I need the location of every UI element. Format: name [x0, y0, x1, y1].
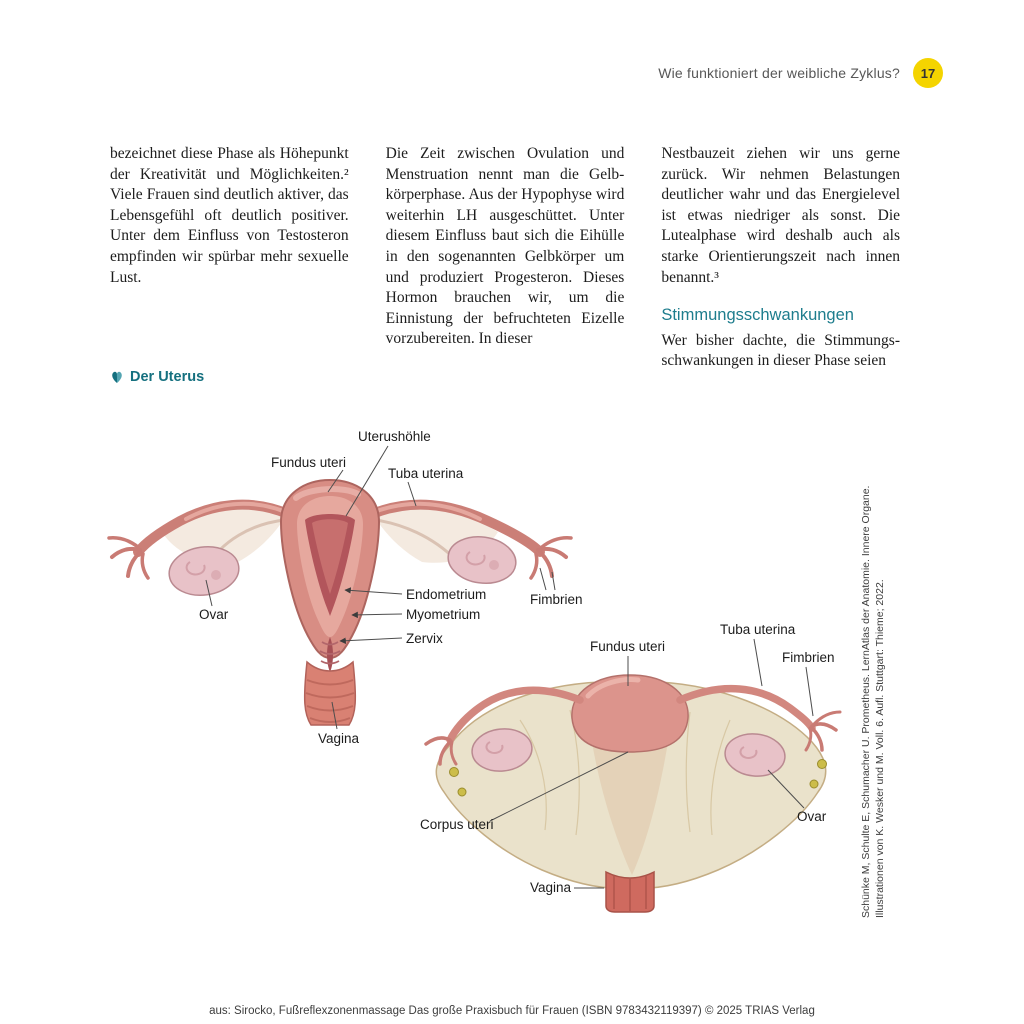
label-tuba-uterina-back: Tuba uterina: [720, 622, 796, 637]
vagina-frontal: [305, 662, 356, 725]
page-footer: aus: Sirocko, Fußreflexzonenmassage Das große Praxisbuch für Frauen (ISBN 9783432119397) © 2025 TRIAS Verlag: [209, 1005, 815, 1017]
uterus-body-frontal: [281, 480, 379, 672]
label-vagina-back: Vagina: [530, 880, 572, 895]
label-tuba-uterina-front: Tuba uterina: [388, 466, 464, 481]
label-ovar-front: Ovar: [199, 607, 229, 622]
subheading-stimmungsschwankungen: Stimmungsschwankungen: [661, 306, 854, 325]
fundus-uteri-posterior: [572, 675, 688, 752]
page-number-badge: 17: [913, 58, 943, 88]
illustration-credit: Schünke M, Schulte E, Schumacher U. Prometheus. LernAtlas der Anatomie. Innere Organe. Illustrationen von K. Wesker und M. Voll. 6. Aufl. Stuttgart: Thieme; 2022.: [860, 485, 886, 918]
label-fundus-uteri-front: Fundus uteri: [270, 455, 346, 470]
text-column-2: [386, 144, 625, 372]
page-header: [658, 58, 943, 88]
text-column-3: [661, 144, 900, 372]
vagina-posterior: [606, 872, 654, 912]
paragraph-stimmungsschwankungen: Wer bisher dachte, die Stimmungsschwankungen in dieser Phase seien: [661, 331, 901, 370]
paragraph-luteal-intro: bezeichnet diese Phase als Höhepunkt der Kreativität und Möglichkeiten.² Viele Frauen sind deutlich aktiver, das Lebensgefühl oft deutlich positiver. Unter dem Einfluss von Testosteron empfinden wir spürbar mehr sexuelle Lust.: [110, 145, 349, 286]
label-zervix: Zervix: [406, 631, 443, 646]
article-columns: [110, 144, 900, 372]
label-myometrium: Myometrium: [406, 607, 481, 622]
leaf-icon: [110, 370, 124, 384]
uterus-frontal-view: [109, 480, 571, 725]
label-vagina-front: Vagina: [318, 731, 360, 746]
running-title: Wie funktioniert der weibliche Zyklus?: [658, 65, 900, 81]
text-column-1: [110, 144, 349, 372]
label-fimbrien-front: Fimbrien: [530, 592, 583, 607]
label-ovar-back: Ovar: [797, 809, 827, 824]
label-fimbrien-back: Fimbrien: [782, 650, 835, 665]
paragraph-gelbkoerperphase: Die Zeit zwischen Ovulation und Menstruation nennt man die Gelbkörperphase. Aus der Hypophyse wird weiterhin LH ausgeschüttet. Unter diesem Einfluss baut sich die Eihülle in den sogenannten Gelbkörper um und produziert Progesteron. Dieses Hormon brauchen wir, um die Einnistung der befruchteten Eizelle vorzubereiten. In dieser: [385, 145, 625, 348]
label-fundus-uteri-back: Fundus uteri: [590, 639, 666, 654]
label-corpus-uteri: Corpus uteri: [420, 817, 494, 832]
label-uterushoehle: Uterushöhle: [358, 429, 431, 444]
figure-section-label: [110, 369, 204, 385]
label-endometrium: Endometrium: [406, 587, 487, 602]
uterus-posterior-view: [426, 675, 840, 912]
uterus-figure: [100, 420, 900, 940]
uterus-illustration: [100, 420, 900, 940]
figure-section-label-text: Der Uterus: [130, 369, 205, 385]
paragraph-nestbauzeit: Nestbauzeit ziehen wir uns gerne zurück. Wir nehmen Belastungen deutlicher wahr und das Energielevel ist etwas niedriger als sonst. Die Lutealphase wird deshalb auch als starke Orientierungszeit nach innen benannt.³: [661, 145, 901, 286]
